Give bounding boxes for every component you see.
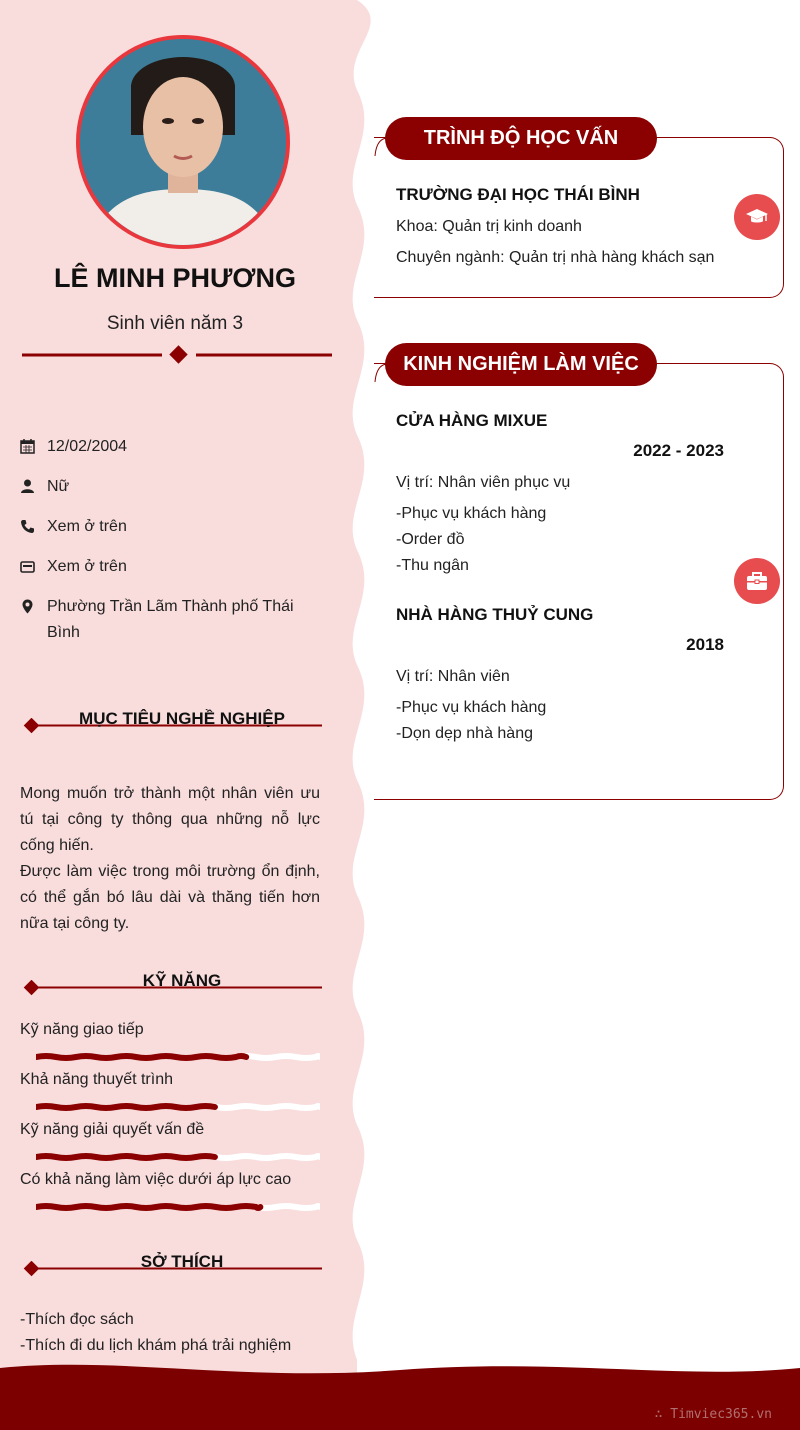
duty-item: -Order đồ [396, 531, 465, 548]
hobby-item: -Thích đọc sách [20, 1311, 134, 1328]
name-divider [22, 345, 332, 365]
skill-name: Kỹ năng giao tiếp [20, 1021, 144, 1038]
duty-item: -Thu ngân [396, 557, 469, 574]
hobbies-heading: SỞ THÍCH [22, 1247, 322, 1277]
skill-bar-fill [36, 1106, 215, 1108]
education-tab: TRÌNH ĐỘ HỌC VẤN [385, 117, 657, 160]
graduation-cap-icon [745, 205, 769, 229]
experience-icon-badge [734, 558, 780, 604]
contact-email: Xem ở trên [20, 554, 310, 580]
faculty: Khoa: Quản trị kinh doanh [396, 218, 582, 235]
hobbies-list [20, 1307, 340, 1359]
contact-address: Phường Trần Lãm Thành phố Thái Bình [20, 594, 310, 646]
duty-item: -Phục vụ khách hàng [396, 699, 547, 716]
skill-level-bar [36, 1051, 320, 1063]
candidate-role: Sinh viên năm 3 [106, 313, 244, 334]
candidate-name: LÊ MINH PHƯƠNG [54, 263, 296, 293]
skill-name: Kỹ năng giải quyết vấn đề [20, 1121, 205, 1138]
skills-heading: KỸ NĂNG [22, 966, 322, 996]
avatar [76, 35, 290, 249]
job-position: Vị trí: Nhân viên [396, 668, 510, 685]
calendar-icon [20, 439, 35, 454]
school-name: TRƯỜNG ĐẠI HỌC THÁI BÌNH [396, 185, 640, 204]
skill-bar-fill [36, 1056, 246, 1058]
contact-phone: Xem ở trên [20, 514, 310, 540]
skill-level-bar [36, 1101, 320, 1113]
skill-level-bar [36, 1151, 320, 1163]
duty-item: -Phục vụ khách hàng [396, 505, 547, 522]
skill-bar-fill [36, 1156, 215, 1158]
job-duties [396, 695, 546, 747]
job-duties [396, 501, 546, 579]
phone-icon [20, 519, 35, 534]
watermark: ∴ Timviec365.vn [654, 1407, 772, 1422]
major: Chuyên ngành: Quản trị nhà hàng khách sạn [396, 249, 715, 266]
job-company: NHÀ HÀNG THUỶ CUNG [396, 605, 594, 624]
contact-gender: Nữ [20, 474, 310, 500]
skill-name: Có khả năng làm việc dưới áp lực cao [20, 1171, 292, 1188]
contact-birthday: 12/02/2004 [20, 434, 310, 460]
duty-item: -Dọn dẹp nhà hàng [396, 725, 533, 742]
user-icon [20, 479, 35, 494]
experience-tab: KINH NGHIỆM LÀM VIỆC [385, 343, 657, 386]
skill-level-bar [36, 1201, 320, 1213]
envelope-icon [20, 559, 35, 574]
briefcase-icon [745, 569, 769, 593]
hobby-item: -Thích đi du lịch khám phá trải nghiệm [20, 1337, 292, 1354]
skill-name: Khả năng thuyết trình [20, 1071, 173, 1088]
job-position: Vị trí: Nhân viên phục vụ [396, 474, 571, 491]
job-period: 2018 [686, 635, 724, 654]
objective-text: Mong muốn trở thành một nhân viên ưu tú tại công ty thông qua những nỗ lực cống hiến. Được làm việc trong môi trường ổn định, có thể gắn bó lâu dài và thăng tiến hơn nữa tại công ty. [20, 785, 320, 932]
skill-bar-fill [36, 1206, 260, 1208]
objective-heading: MỤC TIÊU NGHỀ NGHIỆP [22, 704, 322, 734]
job-period: 2022 - 2023 [633, 441, 724, 460]
education-icon-badge [734, 194, 780, 240]
location-pin-icon [20, 599, 35, 614]
job-company: CỬA HÀNG MIXUE [396, 411, 548, 430]
